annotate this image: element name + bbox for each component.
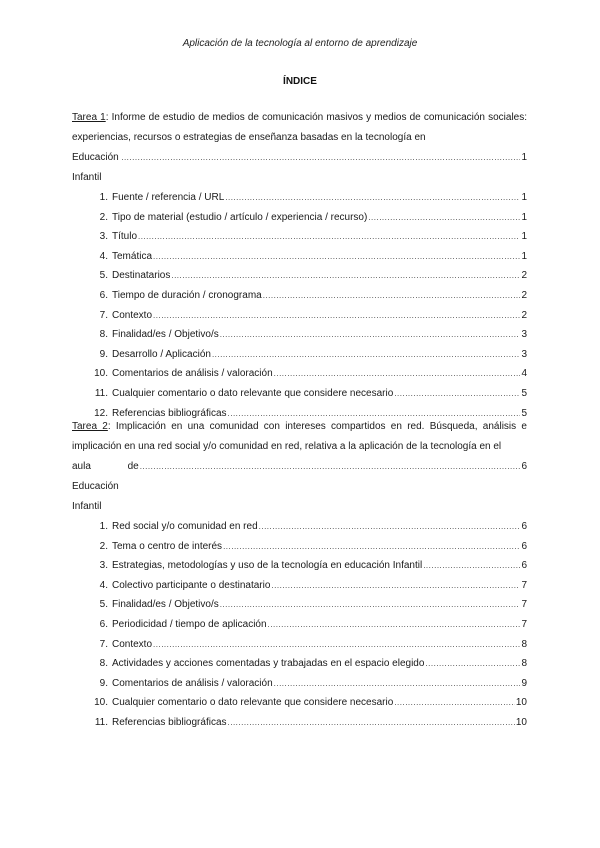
toc-entry-number: 2. <box>99 211 108 223</box>
toc-entry[interactable] <box>72 325 527 345</box>
toc-entry-label: Contexto <box>112 309 153 321</box>
task-1-page: 1 <box>521 152 527 163</box>
toc-entry-page: 2 <box>521 270 527 282</box>
leader-dots <box>263 286 521 306</box>
leader-dots <box>212 345 521 365</box>
leader-dots <box>220 325 521 345</box>
leader-dots <box>220 595 521 615</box>
toc-entry[interactable] <box>72 188 527 208</box>
toc-entry-number: 7. <box>99 309 108 321</box>
toc-entry[interactable] <box>72 345 527 365</box>
toc-entry-label: Desarrollo / Aplicación <box>112 348 211 360</box>
toc-entry-page: 1 <box>521 211 527 223</box>
task-2-section <box>72 417 527 733</box>
toc-entry-page: 10 <box>515 716 527 728</box>
leader-dots <box>140 457 521 477</box>
leader-dots <box>228 713 515 733</box>
task-1-intro: Tarea 1: Informe de estudio de medios de comunicación masivos y medios de comunicación sociales: experiencias, recursos o estrategias de enseñanza basadas en la tecnología en <box>72 112 527 143</box>
task-2-label[interactable]: Tarea 2 <box>72 421 108 432</box>
leader-dots <box>394 384 520 404</box>
toc-entry-page: 7 <box>521 579 527 591</box>
toc-entry-number: 4. <box>99 250 108 262</box>
leader-dots <box>274 364 521 384</box>
toc-entry-number: 9. <box>99 348 108 360</box>
toc-entry-number: 1. <box>99 192 108 203</box>
toc-entry[interactable] <box>72 556 527 576</box>
leader-dots <box>423 556 520 576</box>
task-2-list <box>72 517 527 733</box>
toc-entry-page: 6 <box>521 540 527 552</box>
leader-dots <box>368 208 520 228</box>
toc-entry-page: 2 <box>521 289 527 301</box>
toc-entry-number: 10. <box>94 368 108 380</box>
toc-entry-page: 1 <box>521 250 527 262</box>
leader-dots <box>121 148 520 168</box>
running-header: Aplicación de la tecnología al entorno de aprendizaje <box>182 38 418 49</box>
task-2-intro-last-line[interactable] <box>72 457 527 517</box>
toc-entry-page: 9 <box>521 677 527 689</box>
leader-dots <box>153 635 520 655</box>
leader-dots <box>153 247 520 267</box>
toc-entry-label: Finalidad/es / Objetivo/s <box>112 599 219 611</box>
toc-entry-label: Temática <box>112 250 153 262</box>
toc-entry-label: Colectivo participante o destinatario <box>112 579 271 591</box>
toc-entry[interactable] <box>72 306 527 326</box>
task-1-intro-text: Informe de estudio de medios de comunicación masivos y medios de comunicación sociales: experiencias, recursos o estrategias de enseñanza basadas en la tecnología en <box>72 112 527 143</box>
toc-entry-number: 11. <box>94 387 108 399</box>
task-1-label[interactable]: Tarea 1 <box>72 112 106 123</box>
toc-entry-label: Contexto <box>112 638 153 650</box>
toc-entry[interactable] <box>72 615 527 635</box>
toc-entry-number: 8. <box>99 658 108 670</box>
toc-entry-page: 6 <box>521 560 527 572</box>
toc-entry[interactable] <box>72 693 527 713</box>
toc-entry-number: 9. <box>99 677 108 689</box>
toc-entry-number: 12. <box>94 407 108 419</box>
toc-entry[interactable] <box>72 635 527 655</box>
toc-entry-label: Finalidad/es / Objetivo/s <box>112 329 219 341</box>
task-2-intro-text: Implicación en una comunidad con intereses compartidos en red. Búsqueda, análisis e implicación en una red social y/o comunidad en red, relativa a la aplicación de la tecnología en el <box>72 421 527 452</box>
toc-entry-page: 7 <box>521 599 527 611</box>
toc-entry-page: 8 <box>521 638 527 650</box>
toc-entry-label: Periodicidad / tiempo de aplicación <box>112 618 267 630</box>
leader-dots <box>271 576 520 596</box>
toc-entry-number: 6. <box>99 618 108 630</box>
leader-dots <box>225 188 520 208</box>
toc-entry-page: 2 <box>521 309 527 321</box>
toc-entry-number: 6. <box>99 289 108 301</box>
toc-entry-page: 4 <box>521 368 527 380</box>
toc-entry-number: 3. <box>99 560 108 572</box>
leader-dots <box>171 266 520 286</box>
toc-entry-label: Tiempo de duración / cronograma <box>112 289 262 301</box>
toc-entry[interactable] <box>72 247 527 267</box>
toc-entry-page: 10 <box>515 697 527 709</box>
toc-entry-number: 5. <box>99 599 108 611</box>
toc-entry[interactable] <box>72 674 527 694</box>
toc-entry-label: Tema o centro de interés <box>112 540 223 552</box>
toc-entry-label: Comentarios de análisis / valoración <box>112 368 273 380</box>
toc-entry-label: Referencias bibliográficas <box>112 407 227 419</box>
leader-dots <box>425 654 520 674</box>
leader-dots <box>138 227 520 247</box>
toc-entry-page: 3 <box>521 348 527 360</box>
toc-entry[interactable] <box>72 384 527 404</box>
toc-entry[interactable] <box>72 517 527 537</box>
toc-entry-page: 1 <box>521 192 527 203</box>
toc-entry-label: Cualquier comentario o dato relevante que considere necesario <box>112 387 394 399</box>
toc-entry-page: 5 <box>521 387 527 399</box>
toc-entry-label: Título <box>112 231 138 243</box>
toc-entry-number: 5. <box>99 270 108 282</box>
toc-entry-label: Estrategias, metodologías y uso de la tecnología en educación Infantil <box>112 560 423 572</box>
toc-entry[interactable] <box>72 537 527 557</box>
toc-entry[interactable] <box>72 227 527 247</box>
toc-entry[interactable] <box>72 286 527 306</box>
task-2-intro-last: aula de Educación Infantil <box>72 461 139 512</box>
toc-entry-label: Referencias bibliográficas <box>112 716 227 728</box>
toc-entry-number: 10. <box>94 697 108 709</box>
leader-dots <box>153 306 520 326</box>
toc-entry[interactable] <box>72 713 527 733</box>
toc-entry-page: 1 <box>521 231 527 243</box>
task-2-page: 6 <box>521 461 527 472</box>
toc-entry[interactable] <box>72 595 527 615</box>
toc-entry[interactable] <box>72 208 527 228</box>
leader-dots <box>259 517 521 537</box>
toc-entry[interactable] <box>72 266 527 286</box>
toc-entry-number: 2. <box>99 540 108 552</box>
toc-entry-label: Tipo de material (estudio / artículo / experiencia / recurso) <box>112 211 368 223</box>
toc-entry[interactable] <box>72 654 527 674</box>
toc-entry-page: 5 <box>521 407 527 419</box>
toc-entry-page: 7 <box>521 618 527 630</box>
leader-dots <box>223 537 520 557</box>
toc-entry[interactable] <box>72 576 527 596</box>
toc-entry-page: 8 <box>521 658 527 670</box>
toc-entry-label: Actividades y acciones comentadas y trabajadas en el espacio elegido <box>112 658 425 670</box>
toc-entry-number: 8. <box>99 329 108 341</box>
toc-entry-number: 11. <box>94 716 108 728</box>
toc-entry-label: Comentarios de análisis / valoración <box>112 677 273 689</box>
toc-entry-page: 3 <box>521 329 527 341</box>
task-2-intro: Tarea 2: Implicación en una comunidad con intereses compartidos en red. Búsqueda, análisis e implicación en una red social y/o comunidad en red, relativa a la aplicación de la tecnología en el <box>72 421 527 452</box>
toc-entry-page: 6 <box>521 521 527 532</box>
leader-dots <box>274 674 521 694</box>
toc-entry-number: 7. <box>99 638 108 650</box>
toc-entry[interactable] <box>72 364 527 384</box>
task-1-list <box>72 188 527 423</box>
toc-entry-number: 1. <box>99 521 108 532</box>
task-1-intro-last: Educación Infantil <box>72 152 119 183</box>
leader-dots <box>268 615 521 635</box>
toc-entry-label: Red social y/o comunidad en red <box>112 521 258 532</box>
leader-dots <box>394 693 515 713</box>
toc-entry-label: Fuente / referencia / URL <box>112 192 225 203</box>
toc-entry-number: 3. <box>99 231 108 243</box>
index-title: ÍNDICE <box>283 76 317 87</box>
toc-entry-number: 4. <box>99 579 108 591</box>
task-1-section <box>72 108 527 423</box>
task-1-intro-last-line[interactable] <box>72 148 527 188</box>
toc-entry-label: Cualquier comentario o dato relevante que considere necesario <box>112 697 394 709</box>
toc-entry-label: Destinatarios <box>112 270 171 282</box>
